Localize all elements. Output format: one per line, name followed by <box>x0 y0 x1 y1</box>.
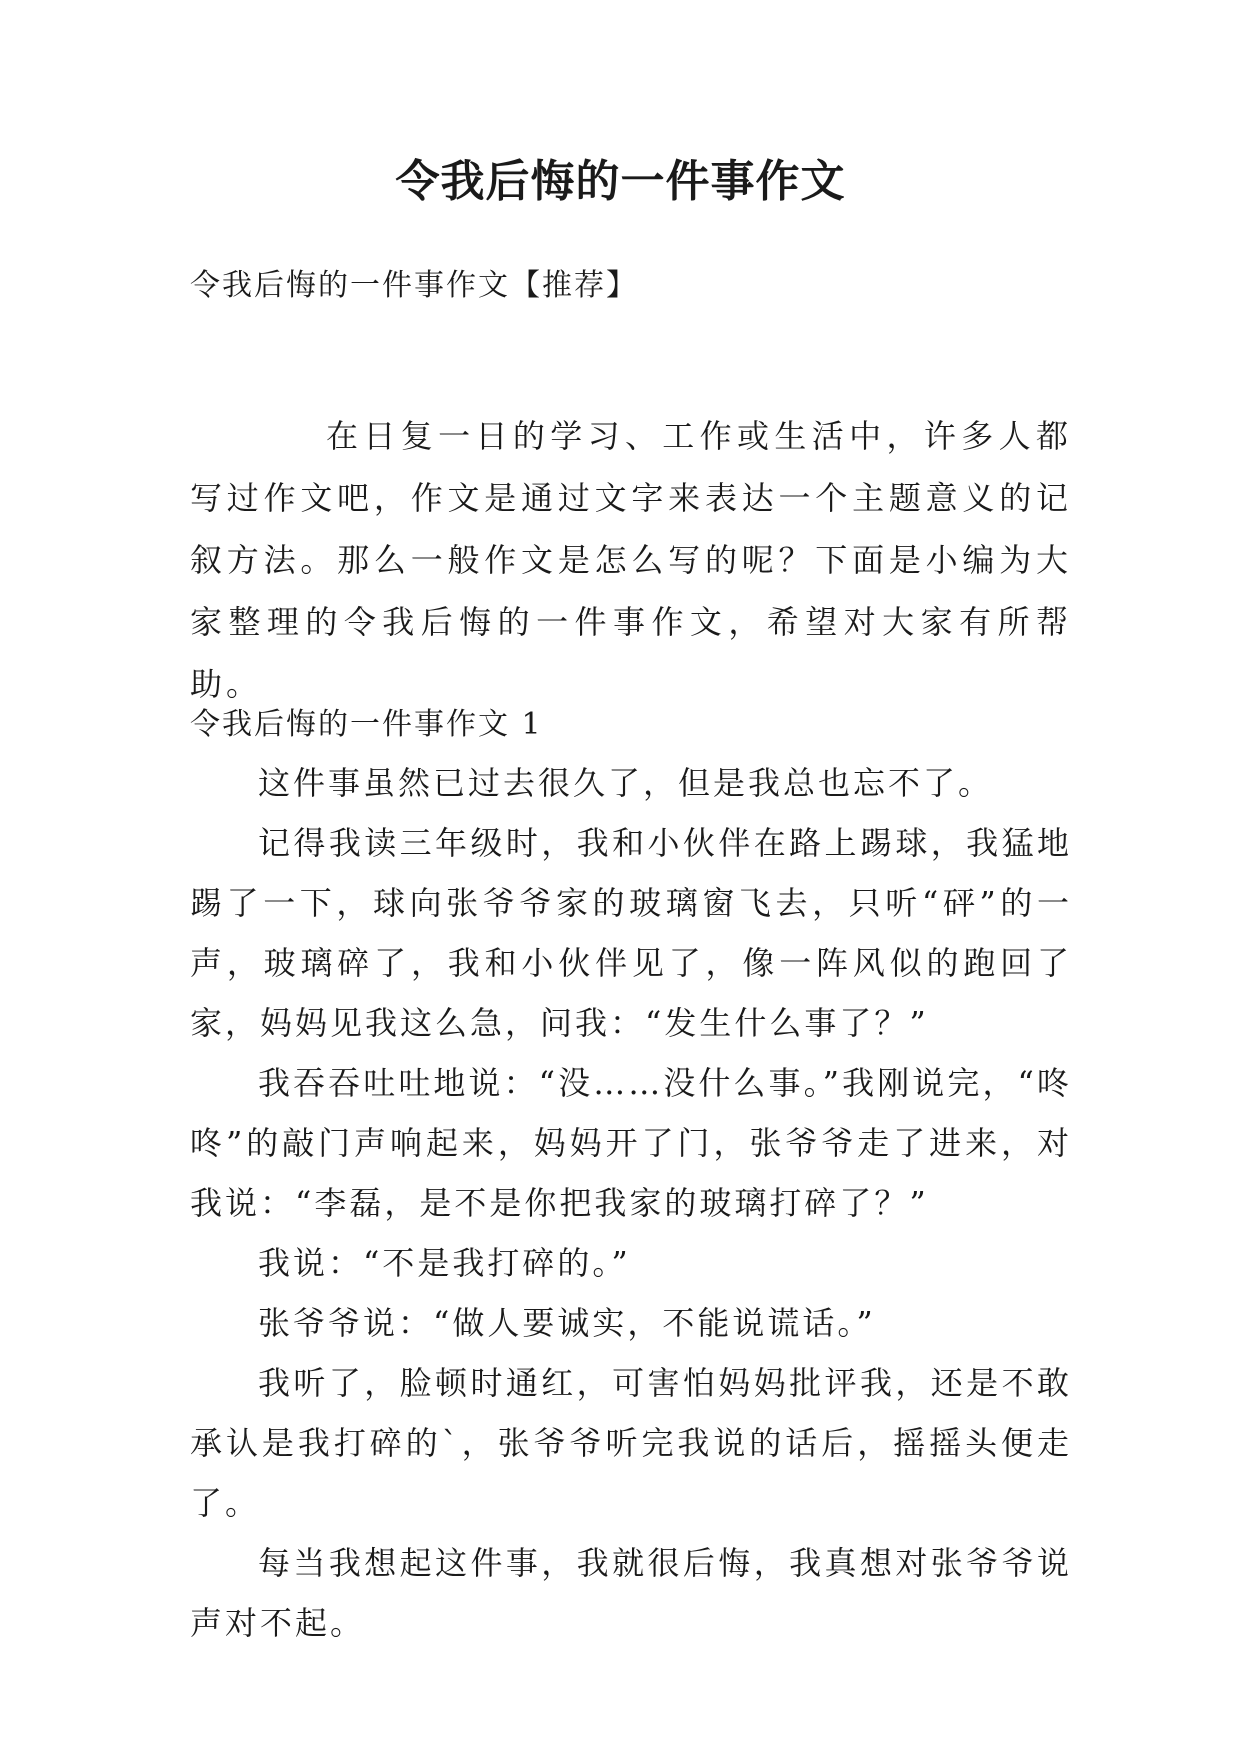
essay-paragraph: 这件事虽然已过去很久了，但是我总也忘不了。 <box>258 764 994 802</box>
document-subtitle: 令我后悔的一件事作文【推荐】 <box>190 268 638 303</box>
essay-paragraph: 记得我读三年级时，我和小伙伴在路上踢球，我猛地踢了一下，球向张爷爷家的玻璃窗飞去，只听“砰”的一声，玻璃碎了，我和小伙伴见了，像一阵风似的跑回了家，妈妈见我这么急，问我：“发生什么事了？” <box>190 824 1072 1042</box>
essay-paragraph: 每当我想起这件事，我就很后悔，我真想对张爷爷说声对不起。 <box>190 1544 1072 1642</box>
intro-paragraph: 在日复一日的学习、工作或生活中，许多人都写过作文吧，作文是通过文字来表达一个主题意义的记叙方法。那么一般作文是怎么写的呢？下面是小编为大家整理的令我后悔的一件事作文，希望对大家有所帮助。 <box>190 417 1072 703</box>
essay-paragraph: 我说：“不是我打碎的。” <box>258 1244 631 1282</box>
document-title: 令我后悔的一件事作文 <box>395 156 846 207</box>
essay-paragraph: 我吞吞吐吐地说：“没……没什么事。”我刚说完，“咚咚”的敲门声响起来，妈妈开了门，张爷爷走了进来，对我说：“李磊，是不是你把我家的玻璃打碎了？” <box>190 1064 1072 1222</box>
essay-body <box>190 753 1072 1653</box>
essay-heading: 令我后悔的一件事作文 1 <box>190 707 543 742</box>
essay-paragraph: 我听了，脸顿时通红，可害怕妈妈批评我，还是不敢承认是我打碎的`，张爷爷听完我说的话后，摇摇头便走了。 <box>190 1364 1072 1522</box>
essay-paragraph: 张爷爷说：“做人要诚实，不能说谎话。” <box>258 1304 876 1342</box>
